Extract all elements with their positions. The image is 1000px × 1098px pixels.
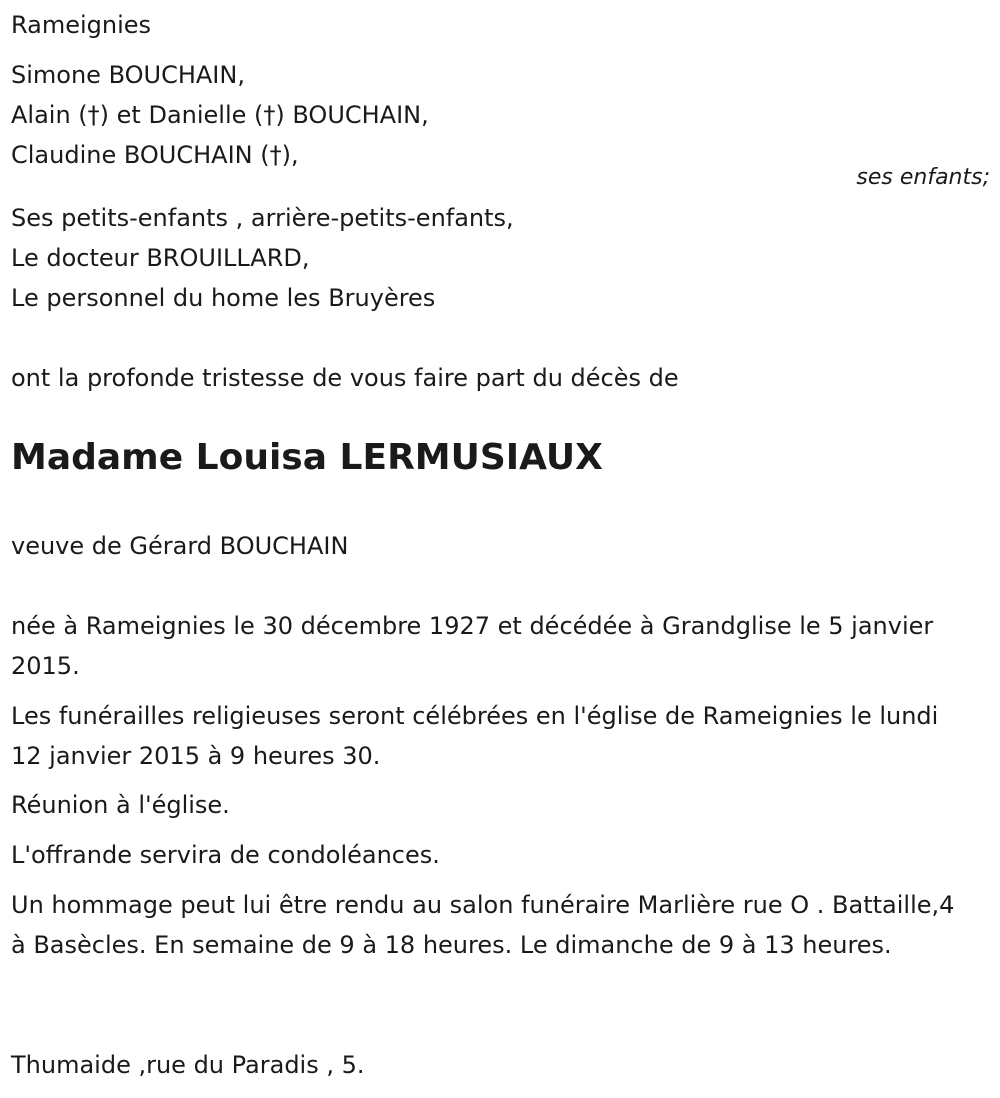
address-text: Thumaide ,rue du Paradis , 5. <box>11 1051 365 1079</box>
offering-text: L'offrande servira de condoléances. <box>11 841 440 869</box>
deceased-name: Madame Louisa LERMUSIAUX <box>11 437 603 478</box>
children-caption: ses enfants; <box>856 165 990 190</box>
child-line-1: Simone BOUCHAIN, <box>11 61 245 89</box>
child-line-3: Claudine BOUCHAIN (†), <box>11 141 299 169</box>
others-line-2: Le docteur BROUILLARD, <box>11 244 310 272</box>
child-line-2: Alain (†) et Danielle (†) BOUCHAIN, <box>11 101 429 129</box>
widow-of-text: veuve de Gérard BOUCHAIN <box>11 532 349 560</box>
others-line-3: Le personnel du home les Bruyères <box>11 284 436 312</box>
others-line-1: Ses petits-enfants , arrière-petits-enfants, <box>11 204 514 232</box>
funeral-text: Les funérailles religieuses seront célébrées en l'église de Rameignies le lundi 12 janvier 2015 à 9 heures 30. <box>11 702 939 770</box>
meeting-text: Réunion à l'église. <box>11 791 230 819</box>
place-header: Rameignies <box>11 11 152 39</box>
announcement-text: ont la profonde tristesse de vous faire part du décès de <box>11 364 679 392</box>
tribute-text: Un hommage peut lui être rendu au salon funéraire Marlière rue O . Battaille,4 à Basècles. En semaine de 9 à 18 heures. Le dimanche de 9 à 13 heures. <box>11 891 955 959</box>
birth-death-text: née à Rameignies le 30 décembre 1927 et décédée à Grandglise le 5 janvier 2015. <box>11 612 934 680</box>
